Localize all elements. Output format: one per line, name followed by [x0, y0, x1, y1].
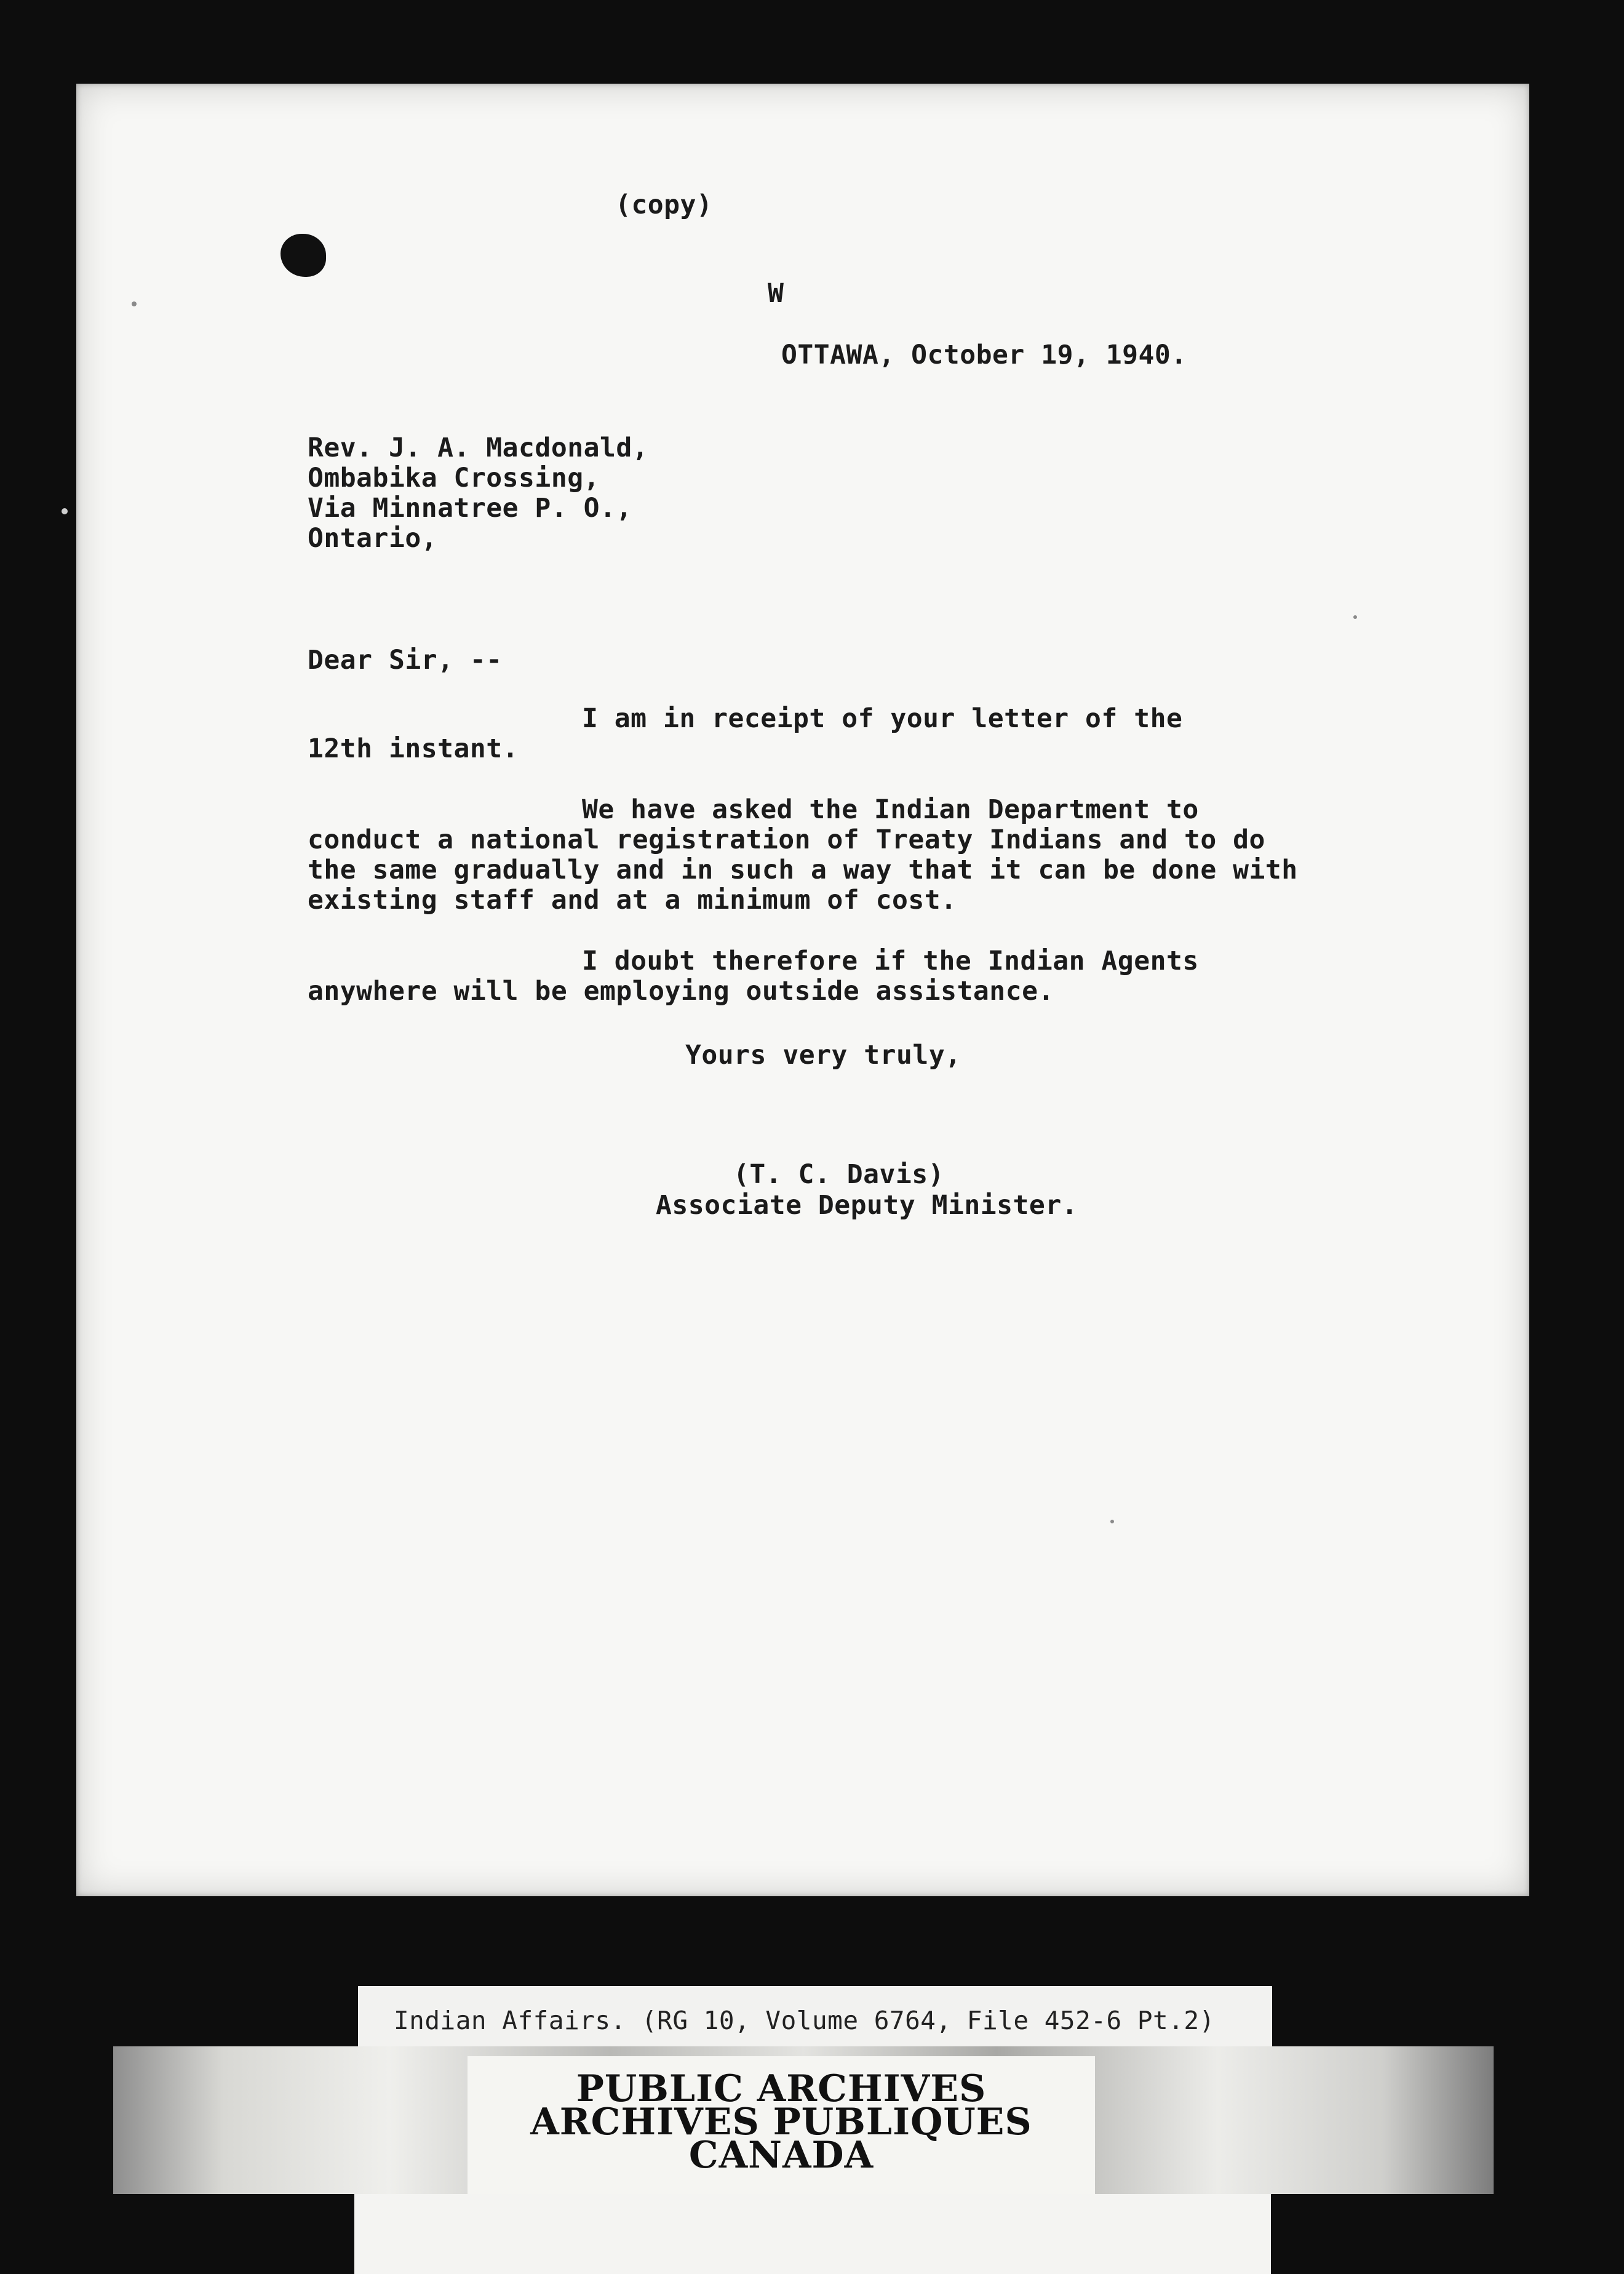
- paragraph-line: anywhere will be employing outside assistance.: [308, 976, 1054, 1007]
- stamp-line: CANADA: [688, 2134, 874, 2177]
- recipient-line: Ombabika Crossing,: [308, 463, 600, 493]
- recipient-address: [308, 433, 1267, 554]
- recipient-line: Rev. J. A. Macdonald,: [308, 433, 649, 463]
- archive-stamp: [468, 2056, 1095, 2195]
- speck: [1353, 615, 1357, 619]
- closing: Yours very truly,: [685, 1040, 961, 1071]
- speck: [1110, 1520, 1114, 1523]
- paragraph-line: existing staff and at a minimum of cost.: [308, 885, 957, 916]
- body-paragraph: [308, 704, 1267, 764]
- top-mark: W: [768, 278, 784, 309]
- date-line: OTTAWA, October 19, 1940.: [781, 340, 1187, 370]
- paragraph-line: 12th instant.: [308, 733, 519, 764]
- stamp-line: ARCHIVES PUBLIQUES: [530, 2100, 1032, 2144]
- paragraph-line: conduct a national registration of Treaty Indians and to do: [308, 824, 1265, 855]
- speck: [62, 508, 68, 514]
- body-paragraph: [308, 946, 1267, 1007]
- signature-title: Associate Deputy Minister.: [656, 1190, 1078, 1221]
- speck: [132, 301, 137, 306]
- paragraph-line: I doubt therefore if the Indian Agents: [582, 946, 1199, 976]
- archive-reference: Indian Affairs. (RG 10, Volume 6764, File 452-6 Pt.2): [394, 2006, 1215, 2035]
- paragraph-line: I am in receipt of your letter of the: [582, 703, 1183, 734]
- salutation: Dear Sir, --: [308, 645, 503, 676]
- copy-mark: (copy): [615, 190, 713, 220]
- paragraph-line: the same gradually and in such a way that it can be done with: [308, 855, 1298, 885]
- body-paragraph: [308, 794, 1298, 916]
- bottom-strip: [354, 2194, 1271, 2274]
- paragraph-line: We have asked the Indian Department to: [582, 794, 1199, 825]
- signature-name: (T. C. Davis): [733, 1159, 945, 1190]
- recipient-line: Ontario,: [308, 523, 438, 554]
- stamp-line: PUBLIC ARCHIVES: [576, 2067, 987, 2110]
- recipient-line: Via Minnatree P. O.,: [308, 493, 632, 524]
